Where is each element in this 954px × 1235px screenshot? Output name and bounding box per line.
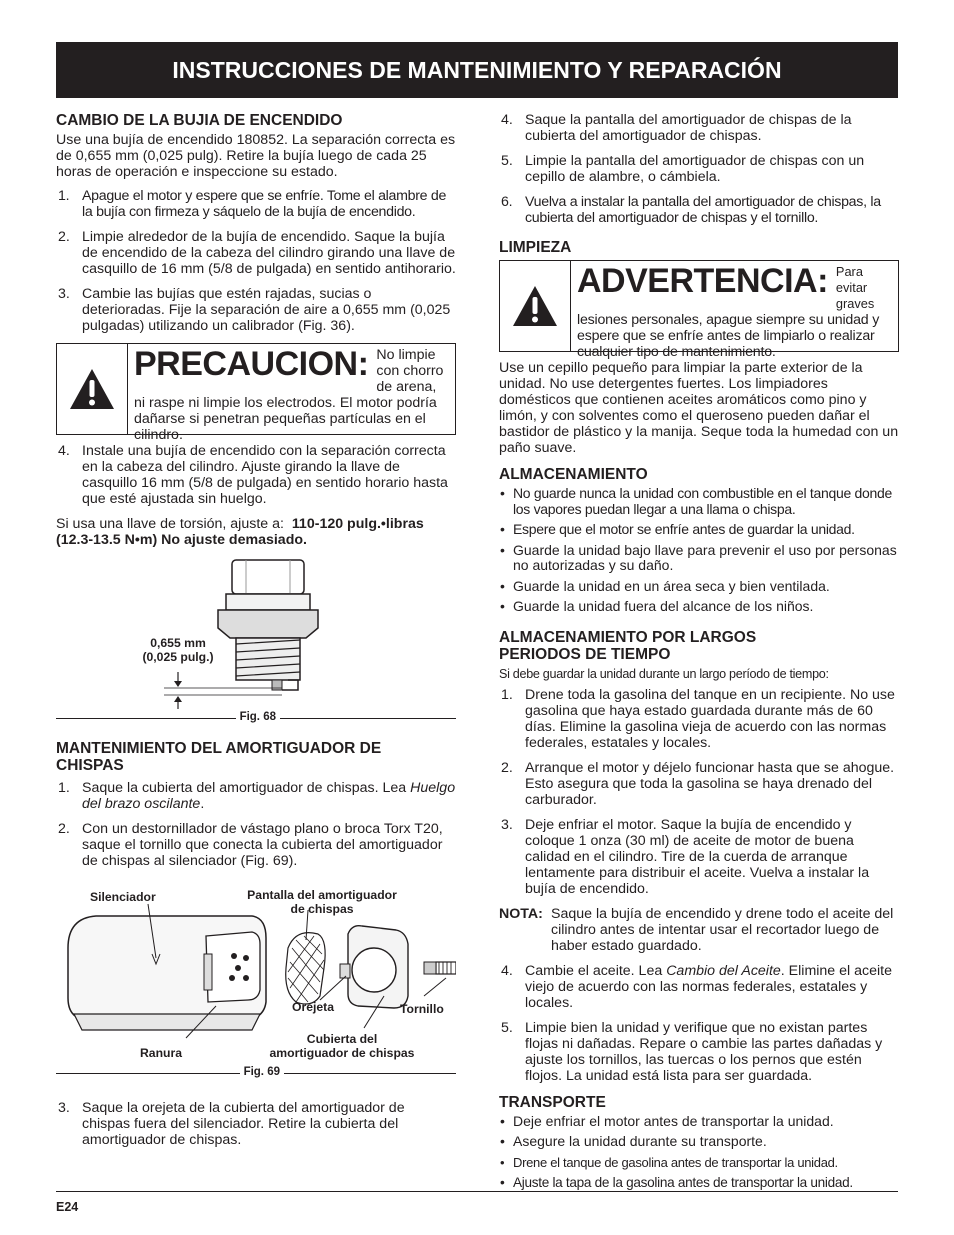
list-item: • Espere que el motor se enfríe antes de guardar la unidad. [499, 522, 899, 538]
list-item: 6. Vuelva a instalar la pantalla del amortiguador de chispas, la cubierta del amortiguador de chispas y el tornillo. [501, 194, 881, 226]
list-item: 1. Drene toda la gasolina del tanque en un recipiente. No use gasolina que haya estado guardada durante más de 60 días. Elimine la gasolina vieja de acuerdo con las normas federales, estatales y locales. [501, 686, 895, 751]
spark-plug-steps [56, 188, 456, 334]
spark-plug-step-4 [56, 443, 456, 507]
figure-69 [56, 878, 456, 1090]
long-storage-steps [499, 687, 899, 897]
list-item: • Guarde la unidad en un área seca y bien ventilada. [499, 579, 899, 595]
warning-triangle-icon [57, 344, 128, 434]
list-item: • Drene el tanque de gasolina antes de transportar la unidad. [499, 1155, 899, 1171]
figure-68 [56, 556, 456, 726]
list-item: 5. Limpie la pantalla del amortiguador de chispas con un cepillo de alambre, o cámbiela. [501, 153, 865, 185]
list-item: • Deje enfriar el motor antes de transportar la unidad. [499, 1114, 899, 1130]
list-item: 2. Arranque el motor y déjelo funcionar hasta que se ahogue. Esto asegura que toda la gasolina se haya drenado del carburador. [501, 759, 895, 808]
list-item: • Asegure la unidad durante su transporte. [499, 1134, 899, 1150]
label-silenciador: Silenciador [90, 890, 156, 904]
warning-triangle-icon [500, 261, 571, 351]
storage-bullets [499, 486, 899, 615]
list-item: 5. Limpie bien la unidad y verifique que no existan partes flojas ni dañadas. Repare o cambie las partes dañadas y ajuste los tornillos, las tuercas o los pernos que estén flojos. La unidad está lista para ser guardada. [501, 1019, 883, 1084]
note-label: NOTA: [499, 905, 543, 922]
label-tornillo: Tornillo [400, 1002, 444, 1016]
warning-text-block [571, 261, 898, 360]
list-item: 4. Instale una bujía de encendido con la separación correcta en la cabeza del cilindro. Ajuste girando la llave de casquillo 16 mm (5/8 de pulgada) en sentido horario hasta que esté ajustada sin huelgo. [58, 443, 448, 507]
warning-text: lesiones personales, apague siempre su unidad y espere que se enfríe antes de limpiarlo o realizar cualquier tipo de mantenimiento. [577, 312, 880, 360]
list-item: 1. Apague el motor y espere que se enfríe. Tome el alambre de la bujía con firmeza y sáquelo de la bujía de encendido. [58, 188, 447, 220]
list-item: 3. Cambie las bujías que estén rajadas, sucias o deterioradas. Fije la separación de aire a 0,655 mm (0,025 pulgadas) utilizando un calibrador (Fig. 36). [58, 286, 451, 334]
list-item: 2. Limpie alrededor de la bujía de encendido. Saque la bujía de encendido de la cabeza del cilindro girando una llave de casquillo de 16 mm (5/8 de pulgada) en sentido antihorario. [58, 229, 456, 277]
page-number: E24 [56, 1200, 79, 1214]
spark-plug-illustration [56, 556, 456, 726]
left-column [56, 112, 456, 1157]
transport-bullets [499, 1114, 899, 1191]
caution-text: No limpie con chorro de arena, ni raspe ni limpie los electrodos. El motor podría dañarse si penetran pequeñas partículas en el cilindro. [134, 347, 444, 443]
footer-rule [56, 1191, 898, 1192]
torque-note: Si usa una llave de torsión, ajuste a: 110-120 pulg.•libras (12.3-13.5 N•m) No ajuste demasiado. [56, 516, 424, 548]
list-item: • Guarde la unidad bajo llave para prevenir el uso por personas no autorizadas y su daño. [499, 543, 899, 574]
caution-text-block [128, 344, 455, 443]
transport-heading: TRANSPORTE [499, 1093, 606, 1111]
long-storage-steps-cont [499, 963, 899, 1084]
long-storage-note [499, 906, 899, 954]
list-item: 1. Saque la cubierta del amortiguador de chispas. Lea Huelgo del brazo oscilante. [58, 780, 456, 812]
warning-box [499, 260, 899, 360]
label-orejeta: Orejeta [292, 1000, 335, 1014]
caution-title: PRECAUCION: [134, 345, 369, 383]
list-item: 3. Deje enfriar el motor. Saque la bujía de encendido y coloque 1 onza (30 ml) de aceite de motor de buena calidad en el cilindro. Tire de la cuerda de arranque lentamente para distribuir el aceite. Vuelva a instalar la bujía de encendido. [501, 816, 870, 897]
warning-title: ADVERTENCIA: [577, 262, 828, 300]
gap-callout: 0,655 mm (0,025 pulg.) [142, 636, 214, 664]
list-item: 3. Saque la orejeta de la cubierta del amortiguador de chispas fuera del silenciador. Retire la cubierta del amortiguador de chispas. [58, 1100, 405, 1148]
list-item: • Guarde la unidad fuera del alcance de los niños. [499, 599, 899, 615]
warning-tail: Para evitar graves [835, 264, 875, 311]
figure-68-label: Fig. 68 [236, 711, 280, 723]
list-item: 4. Cambie el aceite. Lea Cambio del Aceite. Elimine el aceite viejo de acuerdo con las normas federales, estatales y locales. [501, 962, 892, 1011]
note-text: Saque la bujía de encendido y drene todo el aceite del cilindro antes de intentar usar el recortador luego de haber estado guardado. [551, 905, 894, 954]
spark-plug-heading: CAMBIO DE LA BUJIA DE ENCENDIDO [56, 112, 343, 129]
list-item: 4. Saque la pantalla del amortiguador de chispas de la cubierta del amortiguador de chispas. [501, 112, 852, 144]
label-cubierta: Cubierta del amortiguador de chispas [269, 1032, 415, 1060]
spark-arrestor-steps [56, 780, 456, 869]
spark-arrestor-steps-cont [499, 112, 899, 226]
spark-arrestor-step-3 [56, 1100, 456, 1148]
cleaning-text: Use un cepillo pequeño para limpiar la parte exterior de la unidad. No use detergentes fuertes. Los limpiadores domésticos que contienen aceites aromáticos como pino y limón, y con solventes como el queroseno pueden dañar el bastidor de plástico y la manija. Seque toda la humedad con un paño suave. [499, 360, 899, 456]
cleaning-heading: LIMPIEZA [499, 239, 572, 256]
long-storage-heading: ALMACENAMIENTO POR LARGOS PERIODOS DE TIEMPO [499, 628, 757, 663]
list-item: • No guarde nunca la unidad con combustible en el tanque donde los vapores puedan llegar a una llama o chispa. [499, 486, 899, 517]
list-item: 2. Con un destornillador de vástago plano o broca Torx T20, saque el tornillo que conecta la cubierta del amortiguador de chispas al silenciador (Fig. 69). [58, 821, 443, 869]
caution-box [56, 343, 456, 443]
right-column [499, 112, 899, 1196]
label-ranura: Ranura [140, 1046, 182, 1060]
storage-heading: ALMACENAMIENTO [499, 466, 648, 483]
figure-69-label: Fig. 69 [240, 1066, 284, 1078]
spark-arrestor-heading: MANTENIMIENTO DEL AMORTIGUADOR DE CHISPAS [56, 740, 382, 774]
page-header-title: INSTRUCCIONES DE MANTENIMIENTO Y REPARACIÓN [172, 57, 782, 83]
page-header-banner [56, 42, 898, 98]
long-storage-intro: Si debe guardar la unidad durante un largo período de tiempo: [499, 666, 829, 681]
list-item: • Ajuste la tapa de la gasolina antes de transportar la unidad. [499, 1175, 899, 1191]
spark-plug-intro: Use una bujía de encendido 180852. La separación correcta es de 0,655 mm (0,025 pulg). Retire la bujía luego de cada 25 horas de operación e inspeccione su estado. [56, 132, 456, 180]
label-pantalla: Pantalla del amortiguador de chispas [247, 888, 397, 916]
